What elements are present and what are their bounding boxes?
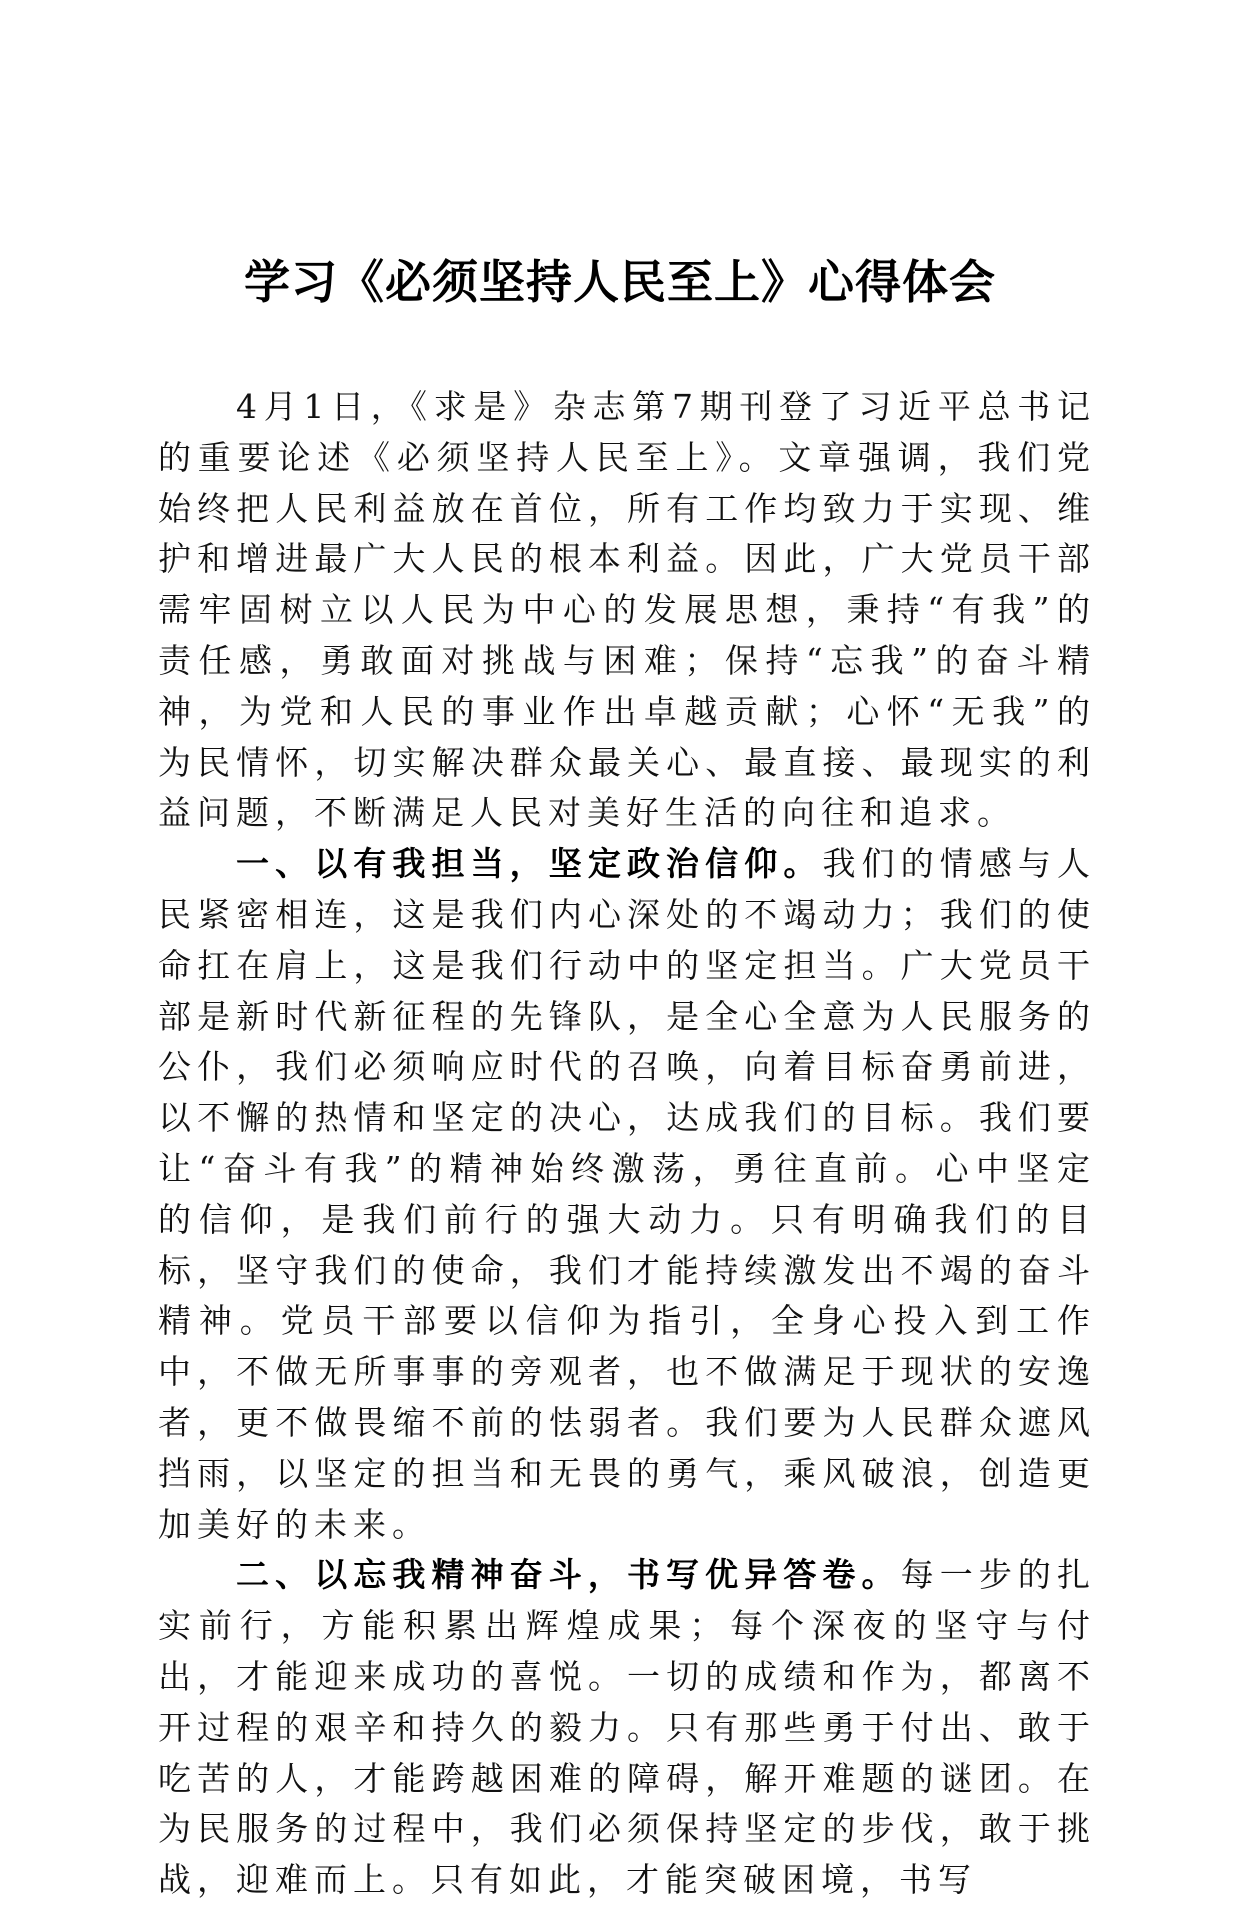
section-heading: 二、以忘我精神奋斗，书写优异答卷。 <box>236 1555 901 1595</box>
paragraph-intro <box>158 382 1096 839</box>
paragraph-text: 4月1日，《求是》杂志第7期刊登了习近平总书记的重要论述《必须坚持人民至上》。文章强调，我们党始终把人民利益放在首位，所有工作均致力于实现、维护和增进最广大人民的根本利益。因此，广大党员干部需牢固树立以人民为中心的发展思想，秉持“有我”的责任感，勇敢面对挑战与困难；保持“忘我”的奋斗精神，为党和人民的事业作出卓越贡献；心怀“无我”的为民情怀，切实解决群众最关心、最直接、最现实的利益问题，不断满足人民对美好生活的向往和追求。 <box>158 387 1096 833</box>
document-body <box>158 382 1096 1906</box>
document-title: 学习《必须坚持人民至上》心得体会 <box>244 255 996 309</box>
paragraph-section-1 <box>158 839 1096 1550</box>
paragraph-section-2 <box>158 1550 1096 1906</box>
paragraph-text: 我们的情感与人民紧密相连，这是我们内心深处的不竭动力；我们的使命扛在肩上，这是我们行动中的坚定担当。广大党员干部是新时代新征程的先锋队，是全心全意为人民服务的公仆，我们必须响应时代的召唤，向着目标奋勇前进，以不懈的热情和坚定的决心，达成我们的目标。我们要让“奋斗有我”的精神始终激荡，勇往直前。心中坚定的信仰，是我们前行的强大动力。只有明确我们的目标，坚守我们的使命，我们才能持续激发出不竭的奋斗精神。党员干部要以信仰为指引，全身心投入到工作中，不做无所事事的旁观者，也不做满足于现状的安逸者，更不做畏缩不前的怯弱者。我们要为人民群众遮风挡雨，以坚定的担当和无畏的勇气，乘风破浪，创造更加美好的未来。 <box>158 844 1097 1544</box>
paragraph-text: 每一步的扎实前行，方能积累出辉煌成果；每个深夜的坚守与付出，才能迎来成功的喜悦。一切的成绩和作为，都离不开过程的艰辛和持久的毅力。只有那些勇于付出、敢于吃苦的人，才能跨越困难的障碍，解开难题的谜团。在为民服务的过程中，我们必须保持坚定的步伐，敢于挑战，迎难而上。只有如此，才能突破困境，书写 <box>158 1555 1097 1900</box>
section-heading: 一、以有我担当，坚定政治信仰。 <box>236 844 823 884</box>
